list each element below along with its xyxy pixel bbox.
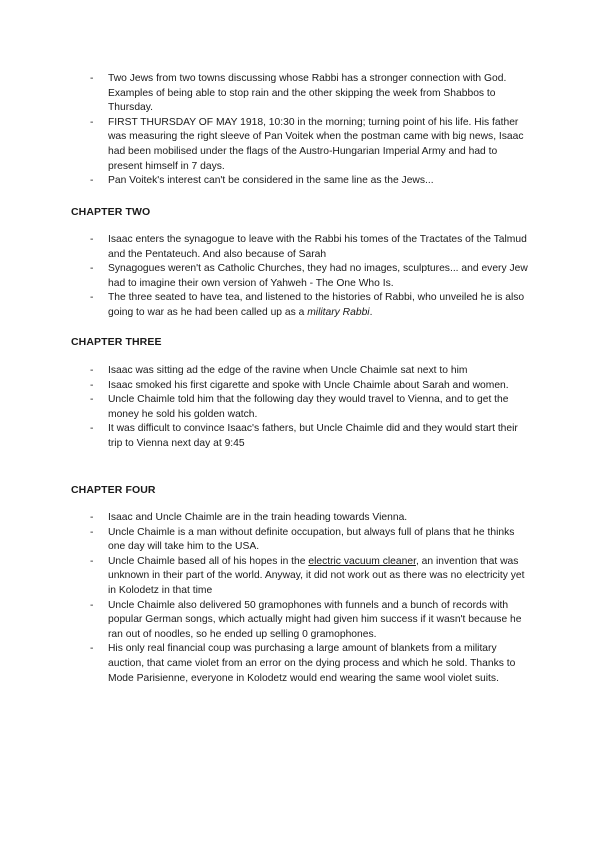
chapter-four-heading: CHAPTER FOUR bbox=[71, 484, 156, 496]
chapter-four-list bbox=[90, 511, 530, 686]
underlined-term: electric vacuum cleaner bbox=[308, 555, 416, 567]
list-item: - FIRST THURSDAY OF MAY 1918, 10:30 in the morning; turning point of his life. His father was measuring the right sleeve of Pan Voitek when the postman came with big news, Isaac had been mobilised under the flags of the Austro-Hungarian Imperial Army and had to present himself in 7 days. bbox=[90, 116, 530, 174]
list-item: - His only real financial coup was purchasing a large amount of blankets from a military auction, that came violet from an error on the dying process and which he sold. Thanks to Mode Parisienne, everyone in Kolodetz would end wearing the same wool violet suits. bbox=[90, 642, 530, 686]
list-item bbox=[90, 291, 530, 320]
list-item: - Pan Voitek's interest can't be considered in the same line as the Jews... bbox=[90, 174, 530, 189]
intro-list bbox=[90, 72, 530, 189]
chapter-three-list bbox=[90, 364, 530, 452]
list-item bbox=[90, 555, 530, 599]
chapter-two-heading: CHAPTER TWO bbox=[71, 206, 151, 218]
list-item-text: Uncle Chaimle based all of his hopes in the bbox=[108, 555, 309, 567]
list-item: - Isaac and Uncle Chaimle are in the train heading towards Vienna. bbox=[90, 511, 530, 526]
list-item: - Isaac was sitting ad the edge of the ravine when Uncle Chaimle sat next to him bbox=[90, 364, 530, 379]
list-item: - Isaac enters the synagogue to leave with the Rabbi his tomes of the Tractates of the Talmud and the Pentateuch. And also because of Sarah bbox=[90, 233, 530, 262]
list-item-text: , an invention that was unknown in their part of the world. Anyway, it did not work out as there was no electricity yet in Kolodetz in that time bbox=[108, 555, 525, 596]
chapter-three-heading: CHAPTER THREE bbox=[71, 336, 162, 348]
list-item: - Two Jews from two towns discussing whose Rabbi has a stronger connection with God. Examples of being able to stop rain and the other skipping the week from Shabbos to Thursday. bbox=[90, 72, 530, 116]
list-item-text: The three seated to have tea, and listened to the histories of Rabbi, who unveiled he is also going to war as he had been called up as a bbox=[108, 292, 525, 318]
list-item: - Synagogues weren't as Catholic Churches, they had no images, sculptures... and every Jew had to imagine their own version of Yahweh - The One Who Is. bbox=[90, 262, 530, 291]
chapter-two-list bbox=[90, 233, 530, 321]
list-item: - Isaac smoked his first cigarette and spoke with Uncle Chaimle about Sarah and women. bbox=[90, 379, 530, 394]
list-item: - Uncle Chaimle told him that the following day they would travel to Vienna, and to get the money he sold his golden watch. bbox=[90, 393, 530, 422]
italic-term: military Rabbi bbox=[307, 306, 370, 318]
list-item: - Uncle Chaimle also delivered 50 gramophones with funnels and a bunch of records with popular German songs, which actually might had given him success if it wasn't because he ran out of noodles, so he ended up selling 0 gramophones. bbox=[90, 599, 530, 643]
list-item: - Uncle Chaimle is a man without definite occupation, but always full of plans that he thinks one day will take him to the USA. bbox=[90, 526, 530, 555]
list-item: - It was difficult to convince Isaac's fathers, but Uncle Chaimle did and they would start their trip to Vienna next day at 9:45 bbox=[90, 422, 530, 451]
list-item-end: . bbox=[369, 306, 373, 318]
